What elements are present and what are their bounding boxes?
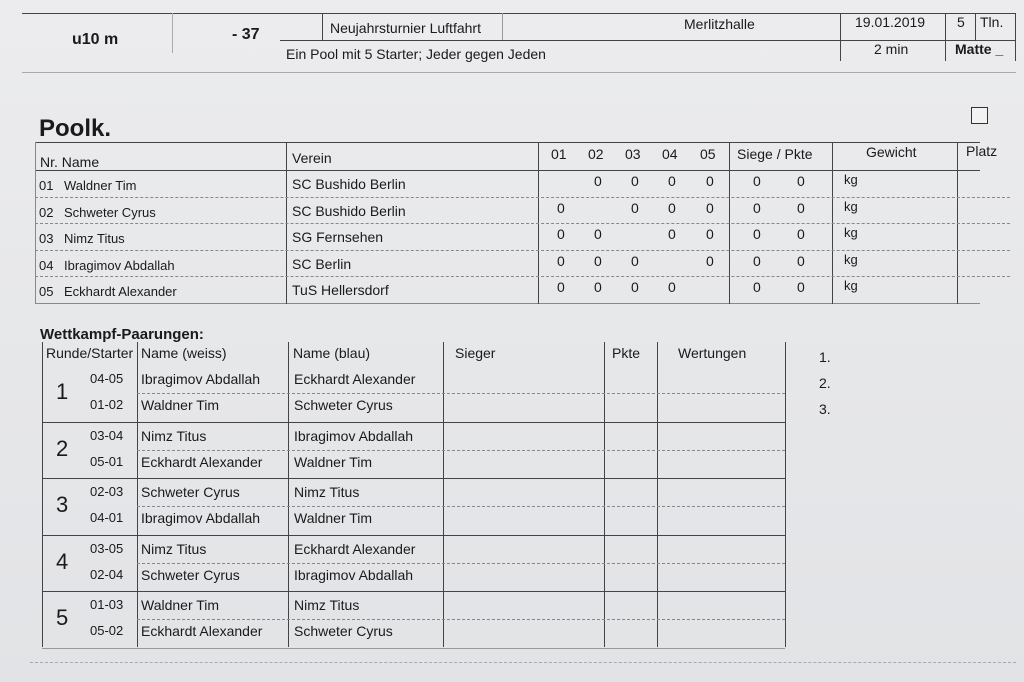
col-scores: Wertungen: [678, 345, 747, 361]
competitor-club: SC Bushido Berlin: [292, 176, 406, 192]
fighter-white: Eckhardt Alexander: [141, 454, 263, 470]
venue: Merlitzhalle: [684, 16, 755, 32]
pairing-divider: [288, 342, 289, 647]
points-value: 0: [797, 279, 805, 295]
score-cell: 0: [706, 253, 714, 269]
pairing-divider: [657, 342, 658, 647]
fighter-blue: Eckhardt Alexander: [294, 541, 416, 557]
col-01: 01: [551, 146, 567, 162]
score-cell: 0: [557, 279, 565, 295]
round-separator: [42, 591, 785, 592]
bout-separator: [137, 450, 785, 451]
col-club: Verein: [292, 150, 332, 166]
bout-starters: 04-05: [90, 371, 124, 386]
date: 19.01.2019: [855, 14, 926, 30]
round-number: 1: [56, 379, 69, 404]
competitor-nr: 05: [39, 284, 54, 299]
bout-starters: 05-02: [90, 623, 124, 638]
bout-starters: 01-03: [90, 597, 124, 612]
pairing-divider: [137, 342, 138, 647]
bout-starters: 04-01: [90, 510, 124, 525]
pool-row-separator: [35, 250, 1010, 251]
round-number: 4: [56, 549, 69, 574]
score-cell: 0: [557, 253, 565, 269]
score-cell: 0: [668, 279, 676, 295]
fighter-white: Eckhardt Alexander: [141, 623, 263, 639]
score-cell: 0: [668, 173, 676, 189]
round-separator: [42, 478, 785, 479]
bout-separator: [137, 506, 785, 507]
round-separator: [42, 422, 785, 423]
col-name-blue: Name (blau): [293, 345, 371, 361]
header-divider: [502, 13, 503, 40]
round-number: 5: [56, 605, 69, 630]
weight-class: - 37: [232, 26, 260, 43]
bout-duration: 2 min: [874, 41, 909, 57]
footer-dashed-line: [30, 662, 1016, 663]
pool-title: Poolk.: [39, 115, 112, 142]
col-winner: Sieger: [455, 345, 496, 361]
score-cell: 0: [557, 200, 565, 216]
bout-separator: [137, 393, 785, 394]
fighter-white: Waldner Tim: [141, 397, 220, 413]
competitor-name: Eckhardt Alexander: [64, 284, 177, 299]
competitor-nr: 02: [39, 205, 54, 220]
fighter-blue: Ibragimov Abdallah: [294, 567, 414, 583]
header-divider: [840, 13, 841, 61]
header-divider: [322, 13, 323, 40]
col-nr-name: Nr. Name: [40, 154, 100, 170]
fighter-blue: Eckhardt Alexander: [294, 371, 416, 387]
competitor-nr: 03: [39, 231, 54, 246]
header-divider: [172, 13, 173, 53]
fighter-blue: Nimz Titus: [294, 597, 360, 613]
score-cell: 0: [594, 253, 602, 269]
bout-starters: 02-03: [90, 484, 124, 499]
bout-separator: [137, 563, 785, 564]
sheet-checkbox[interactable]: [971, 107, 988, 124]
fighter-blue: Schweter Cyrus: [294, 397, 393, 413]
pairing-divider: [785, 342, 786, 647]
wins-value: 0: [753, 279, 761, 295]
fighter-blue: Nimz Titus: [294, 484, 360, 500]
competitor-name: Schweter Cyrus: [64, 205, 156, 220]
wins-value: 0: [753, 200, 761, 216]
score-cell: 0: [631, 200, 639, 216]
score-cell: 0: [706, 173, 714, 189]
wins-value: 0: [753, 253, 761, 269]
round-separator: [42, 648, 785, 649]
pool-row-separator: [35, 276, 1010, 277]
score-cell: 0: [668, 200, 676, 216]
col-points: Pkte: [612, 345, 641, 361]
points-value: 0: [797, 226, 805, 242]
placement-1: 1.: [819, 349, 831, 365]
col-round-starter: Runde/Starter: [46, 345, 134, 361]
weight-unit: kg: [844, 225, 858, 240]
bout-starters: 03-04: [90, 428, 124, 443]
header-divider: [1015, 13, 1016, 61]
col-weight: Gewicht: [866, 144, 917, 160]
col-05: 05: [700, 146, 716, 162]
pairing-divider: [443, 342, 444, 647]
score-cell: 0: [594, 279, 602, 295]
fighter-blue: Waldner Tim: [294, 454, 373, 470]
competitor-club: SG Fernsehen: [292, 229, 384, 245]
score-cell: 0: [594, 173, 602, 189]
score-cell: 0: [668, 226, 676, 242]
wins-value: 0: [753, 173, 761, 189]
pool-bottom-line: [35, 303, 980, 304]
fighter-white: Nimz Titus: [141, 541, 207, 557]
fighter-white: Ibragimov Abdallah: [141, 510, 261, 526]
col-place: Platz: [966, 143, 998, 159]
wins-value: 0: [753, 226, 761, 242]
bout-starters: 05-01: [90, 454, 124, 469]
competitor-club: SC Bushido Berlin: [292, 203, 406, 219]
tournament-name: Neujahrsturnier Luftfahrt: [330, 20, 481, 36]
fighter-blue: Ibragimov Abdallah: [294, 428, 414, 444]
round-number: 2: [56, 436, 69, 461]
competitor-club: SC Berlin: [292, 256, 352, 272]
competitor-name: Ibragimov Abdallah: [64, 258, 175, 273]
fighter-white: Schweter Cyrus: [141, 567, 240, 583]
pairing-divider: [604, 342, 605, 647]
pairing-divider: [42, 342, 43, 647]
col-wins-points: Siege / Pkte: [737, 146, 813, 162]
pool-row-separator: [35, 197, 1010, 198]
competitor-name: Waldner Tim: [64, 178, 137, 193]
score-cell: 0: [594, 226, 602, 242]
header-divider: [945, 13, 946, 61]
pool-top-line: [35, 142, 980, 143]
header-divider: [975, 13, 976, 40]
points-value: 0: [797, 173, 805, 189]
weight-unit: kg: [844, 252, 858, 267]
points-value: 0: [797, 200, 805, 216]
bout-starters: 02-04: [90, 567, 124, 582]
weight-unit: kg: [844, 199, 858, 214]
fighter-blue: Waldner Tim: [294, 510, 373, 526]
col-03: 03: [625, 146, 641, 162]
round-number: 3: [56, 492, 69, 517]
bout-starters: 03-05: [90, 541, 124, 556]
pool-header-line: [35, 170, 980, 171]
col-04: 04: [662, 146, 678, 162]
bout-starters: 01-02: [90, 397, 124, 412]
tournament-mode: Ein Pool mit 5 Starter; Jeder gegen Jeden: [286, 46, 546, 62]
header-bottom-line: [22, 72, 1016, 73]
pairings-title: Wettkampf-Paarungen:: [40, 326, 204, 343]
competitor-name: Nimz Titus: [64, 231, 125, 246]
score-cell: 0: [706, 226, 714, 242]
weight-unit: kg: [844, 278, 858, 293]
score-cell: 0: [631, 279, 639, 295]
score-cell: 0: [557, 226, 565, 242]
score-cell: 0: [706, 200, 714, 216]
score-cell: 0: [631, 253, 639, 269]
bout-separator: [137, 619, 785, 620]
age-class: u10 m: [72, 31, 119, 48]
fighter-white: Nimz Titus: [141, 428, 207, 444]
placement-3: 3.: [819, 401, 831, 417]
participants-count: 5: [957, 14, 965, 30]
round-separator: [42, 535, 785, 536]
pool-row-separator: [35, 223, 1010, 224]
competitor-club: TuS Hellersdorf: [292, 282, 389, 298]
fighter-white: Waldner Tim: [141, 597, 220, 613]
fighter-white: Schweter Cyrus: [141, 484, 240, 500]
fighter-blue: Schweter Cyrus: [294, 623, 393, 639]
col-name-white: Name (weiss): [141, 345, 227, 361]
mat-label: Matte _: [955, 41, 1004, 57]
score-cell: 0: [631, 173, 639, 189]
competitor-nr: 01: [39, 178, 54, 193]
placement-2: 2.: [819, 375, 831, 391]
participants-label: Tln.: [980, 14, 1004, 30]
weight-unit: kg: [844, 172, 858, 187]
col-02: 02: [588, 146, 604, 162]
competitor-nr: 04: [39, 258, 54, 273]
fighter-white: Ibragimov Abdallah: [141, 371, 261, 387]
points-value: 0: [797, 253, 805, 269]
